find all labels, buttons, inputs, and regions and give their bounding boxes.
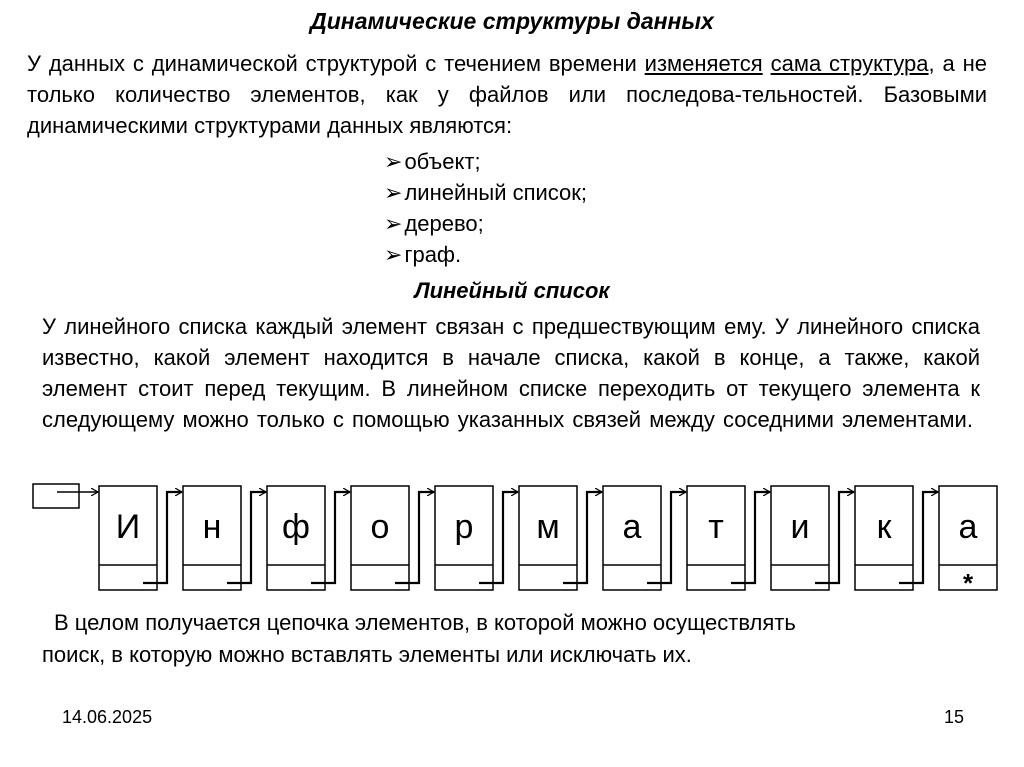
conclusion-paragraph	[42, 607, 980, 671]
linear-list-paragraph: У линейного списка каждый элемент связан с предшествующим ему. У линейного списка известно, какой элемент находится в начале списка, какой в конце, а также, какой элемент стоит перед текущим. В линейном списке переходить от текущего элемента к следующему можно только с помощью указанных связей между соседними элементами.	[42, 314, 980, 432]
next-pointer-arrow	[899, 492, 938, 583]
node-letter: И	[115, 508, 141, 546]
list-item: ➢ объект;	[384, 146, 587, 177]
null-pointer-marker: *	[962, 568, 974, 598]
next-pointer-arrow	[479, 492, 518, 583]
next-pointer-arrow	[311, 492, 350, 583]
conclusion-line-2: поиск, в которую можно вставлять элементы или исключать их.	[42, 642, 692, 667]
node-letter: а	[622, 508, 642, 546]
conclusion-line-1: В целом получается цепочка элементов, в которой можно осуществлять	[54, 610, 796, 635]
intro-text-end: , а не только количество элементов, как у файлов или последова-тельностей. Базовыми динамическими структурами данных являются:	[27, 51, 987, 138]
head-pointer-box	[33, 484, 79, 508]
next-pointer-arrow	[227, 492, 266, 583]
footer-page-number: 15	[944, 707, 965, 727]
list-item: ➢ линейный список;	[384, 177, 587, 208]
node-letter: к	[876, 508, 892, 546]
intro-paragraph	[27, 48, 987, 141]
next-pointer-arrow	[731, 492, 770, 583]
list-item: ➢ граф.	[384, 239, 587, 270]
intro-underlined-structure: сама структура	[770, 51, 929, 76]
node-letter: н	[202, 508, 222, 546]
next-pointer-arrow	[647, 492, 686, 583]
next-pointer-arrow	[815, 492, 854, 583]
next-pointer-arrow	[395, 492, 434, 583]
node-letter: т	[708, 508, 724, 546]
node-letter: м	[536, 508, 560, 546]
intro-underlined-changes: изменяется	[644, 51, 763, 76]
node-letter: и	[790, 508, 810, 546]
node-letter: р	[454, 508, 474, 546]
node-letter: а	[958, 508, 978, 546]
next-pointer-arrow	[143, 492, 182, 583]
next-pointer-arrow	[563, 492, 602, 583]
node-letter: ф	[282, 508, 310, 546]
list-item: ➢ дерево;	[384, 208, 587, 239]
linked-list-diagram	[0, 470, 1024, 600]
structures-list	[384, 146, 587, 270]
section-subtitle: Линейный список	[414, 278, 610, 303]
intro-text-start: У данных с динамической структурой с течением времени	[27, 51, 645, 76]
footer-date: 14.06.2025	[62, 707, 153, 727]
node-letter: о	[370, 508, 390, 546]
page-title: Динамические структуры данных	[310, 8, 714, 34]
